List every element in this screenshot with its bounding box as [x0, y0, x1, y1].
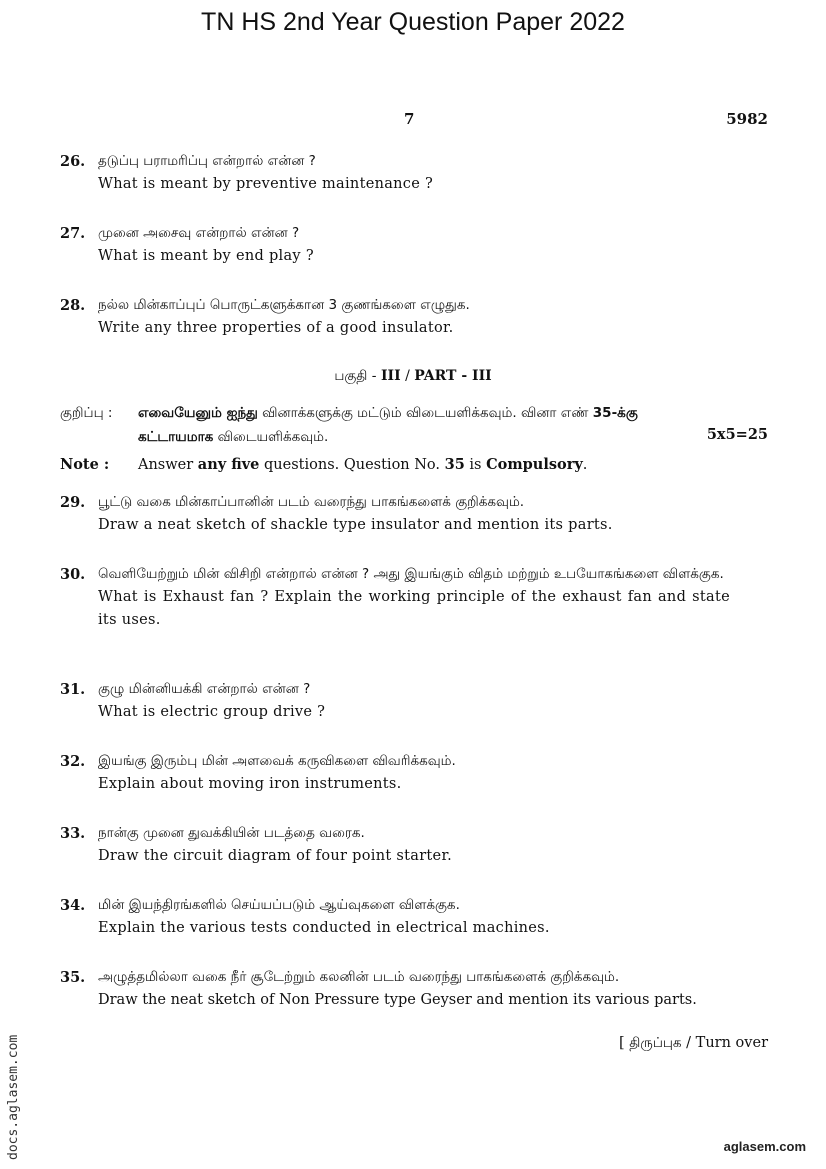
turn-over-separator: /	[681, 1035, 696, 1051]
question-30	[60, 563, 730, 632]
question-text-english: What is electric group drive ?	[98, 704, 326, 720]
question-number: 35.	[60, 969, 86, 986]
note-label-tamil: குறிப்பு :	[60, 405, 113, 421]
question-text-tamil: தடுப்பு பராமரிப்பு என்றால் என்ன ?	[98, 153, 316, 169]
question-text-tamil: அழுத்தமில்லா வகை நீர் சூடேற்றும் கலனின் படம் வரைந்து பாகங்களைக் குறிக்கவும்.	[98, 969, 620, 985]
turn-over-bracket: [	[618, 1035, 630, 1051]
question-text-english: What is meant by preventive maintenance ?	[98, 176, 434, 192]
question-31	[60, 678, 740, 724]
side-watermark: docs.aglasem.com	[6, 1034, 21, 1160]
turn-over-note	[619, 1035, 768, 1053]
question-number: 29.	[60, 494, 86, 511]
question-34	[60, 894, 740, 940]
question-text-tamil: நான்கு முனை துவக்கியின் படத்தை வரைக.	[98, 825, 365, 841]
question-text-tamil: பூட்டு வகை மின்காப்பானின் படம் வரைந்து பாகங்களைக் குறிக்கவும்.	[98, 494, 525, 510]
question-text-english: Draw the circuit diagram of four point starter.	[98, 848, 452, 864]
note-text: .	[582, 457, 588, 473]
question-number: 28.	[60, 297, 86, 314]
part-label-english: PART - III	[414, 368, 492, 384]
question-text-tamil: வெளியேற்றும் மின் விசிறி என்றால் என்ன ? அது இயங்கும் விதம் மற்றும் உபயோகங்களை விளக்குக.	[98, 566, 724, 582]
question-text-english: Explain about moving iron instruments.	[98, 776, 402, 792]
question-text-english: Draw a neat sketch of shackle type insulator and mention its parts.	[98, 517, 613, 533]
note-emphasis: எவையேனும் ஐந்து	[138, 405, 258, 421]
note-text: Answer	[138, 457, 198, 473]
note-emphasis: கட்டாயமாக	[138, 429, 214, 445]
note-text: -க்கு	[611, 405, 638, 421]
question-text-english: What is meant by end play ?	[98, 248, 314, 264]
question-33	[60, 822, 740, 868]
note-label-english: Note :	[60, 456, 110, 473]
footer-watermark: aglasem.com	[723, 1139, 806, 1154]
question-28	[60, 294, 740, 340]
question-number: 26.	[60, 153, 86, 170]
paper-code: 5982	[726, 110, 768, 128]
note-text: வினாக்களுக்கு மட்டும் விடையளிக்கவும். வினா எண்	[257, 405, 593, 421]
note-emphasis: any five	[197, 456, 260, 473]
part-roman-numeral: III	[381, 368, 401, 384]
question-number: 27.	[60, 225, 86, 242]
turn-over-english: Turn over	[695, 1035, 768, 1051]
part-heading: பகுதி - III / PART - III	[334, 368, 492, 384]
question-text-tamil: குழு மின்னியக்கி என்றால் என்ன ?	[98, 681, 311, 697]
note-text: questions. Question No.	[259, 457, 445, 473]
note-emphasis: Compulsory	[486, 456, 583, 473]
page-number: 7	[404, 110, 415, 128]
question-32	[60, 750, 740, 796]
turn-over-tamil: திருப்புக	[629, 1035, 682, 1051]
question-text-english: Draw the neat sketch of Non Pressure type Geyser and mention its various parts.	[98, 992, 697, 1008]
marks-allocation: 5x5=25	[706, 426, 768, 443]
question-text-english: What is Exhaust fan ? Explain the working principle of the exhaust fan and state its uses.	[98, 589, 730, 628]
note-emphasis: 35	[444, 456, 465, 473]
question-number: 31.	[60, 681, 86, 698]
note-text: விடையளிக்கவும்.	[213, 429, 329, 445]
question-text-tamil: மின் இயந்திரங்களில் செய்யப்படும் ஆய்வுகளை விளக்குக.	[98, 897, 460, 913]
note-emphasis: 35	[592, 405, 612, 421]
question-number: 34.	[60, 897, 86, 914]
question-text-english: Write any three properties of a good insulator.	[98, 320, 454, 336]
question-29	[60, 491, 740, 537]
question-text-english: Explain the various tests conducted in electrical machines.	[98, 920, 550, 936]
question-number: 32.	[60, 753, 86, 770]
question-text-tamil: இயங்கு இரும்பு மின் அளவைக் கருவிகளை விவரிக்கவும்.	[98, 753, 456, 769]
question-26	[60, 150, 740, 196]
question-35	[60, 966, 760, 1012]
question-number: 33.	[60, 825, 86, 842]
note-text: is	[464, 457, 487, 473]
note-english	[60, 456, 587, 473]
question-text-tamil: முனை அசைவு என்றால் என்ன ?	[98, 225, 300, 241]
question-27	[60, 222, 740, 268]
question-number: 30.	[60, 566, 86, 583]
note-tamil	[60, 401, 766, 449]
part-label-tamil: பகுதி	[334, 368, 368, 384]
question-text-tamil: நல்ல மின்காப்புப் பொருட்களுக்கான 3 குணங்களை எழுதுக.	[98, 297, 470, 313]
document-banner-title: TN HS 2nd Year Question Paper 2022	[201, 8, 625, 36]
